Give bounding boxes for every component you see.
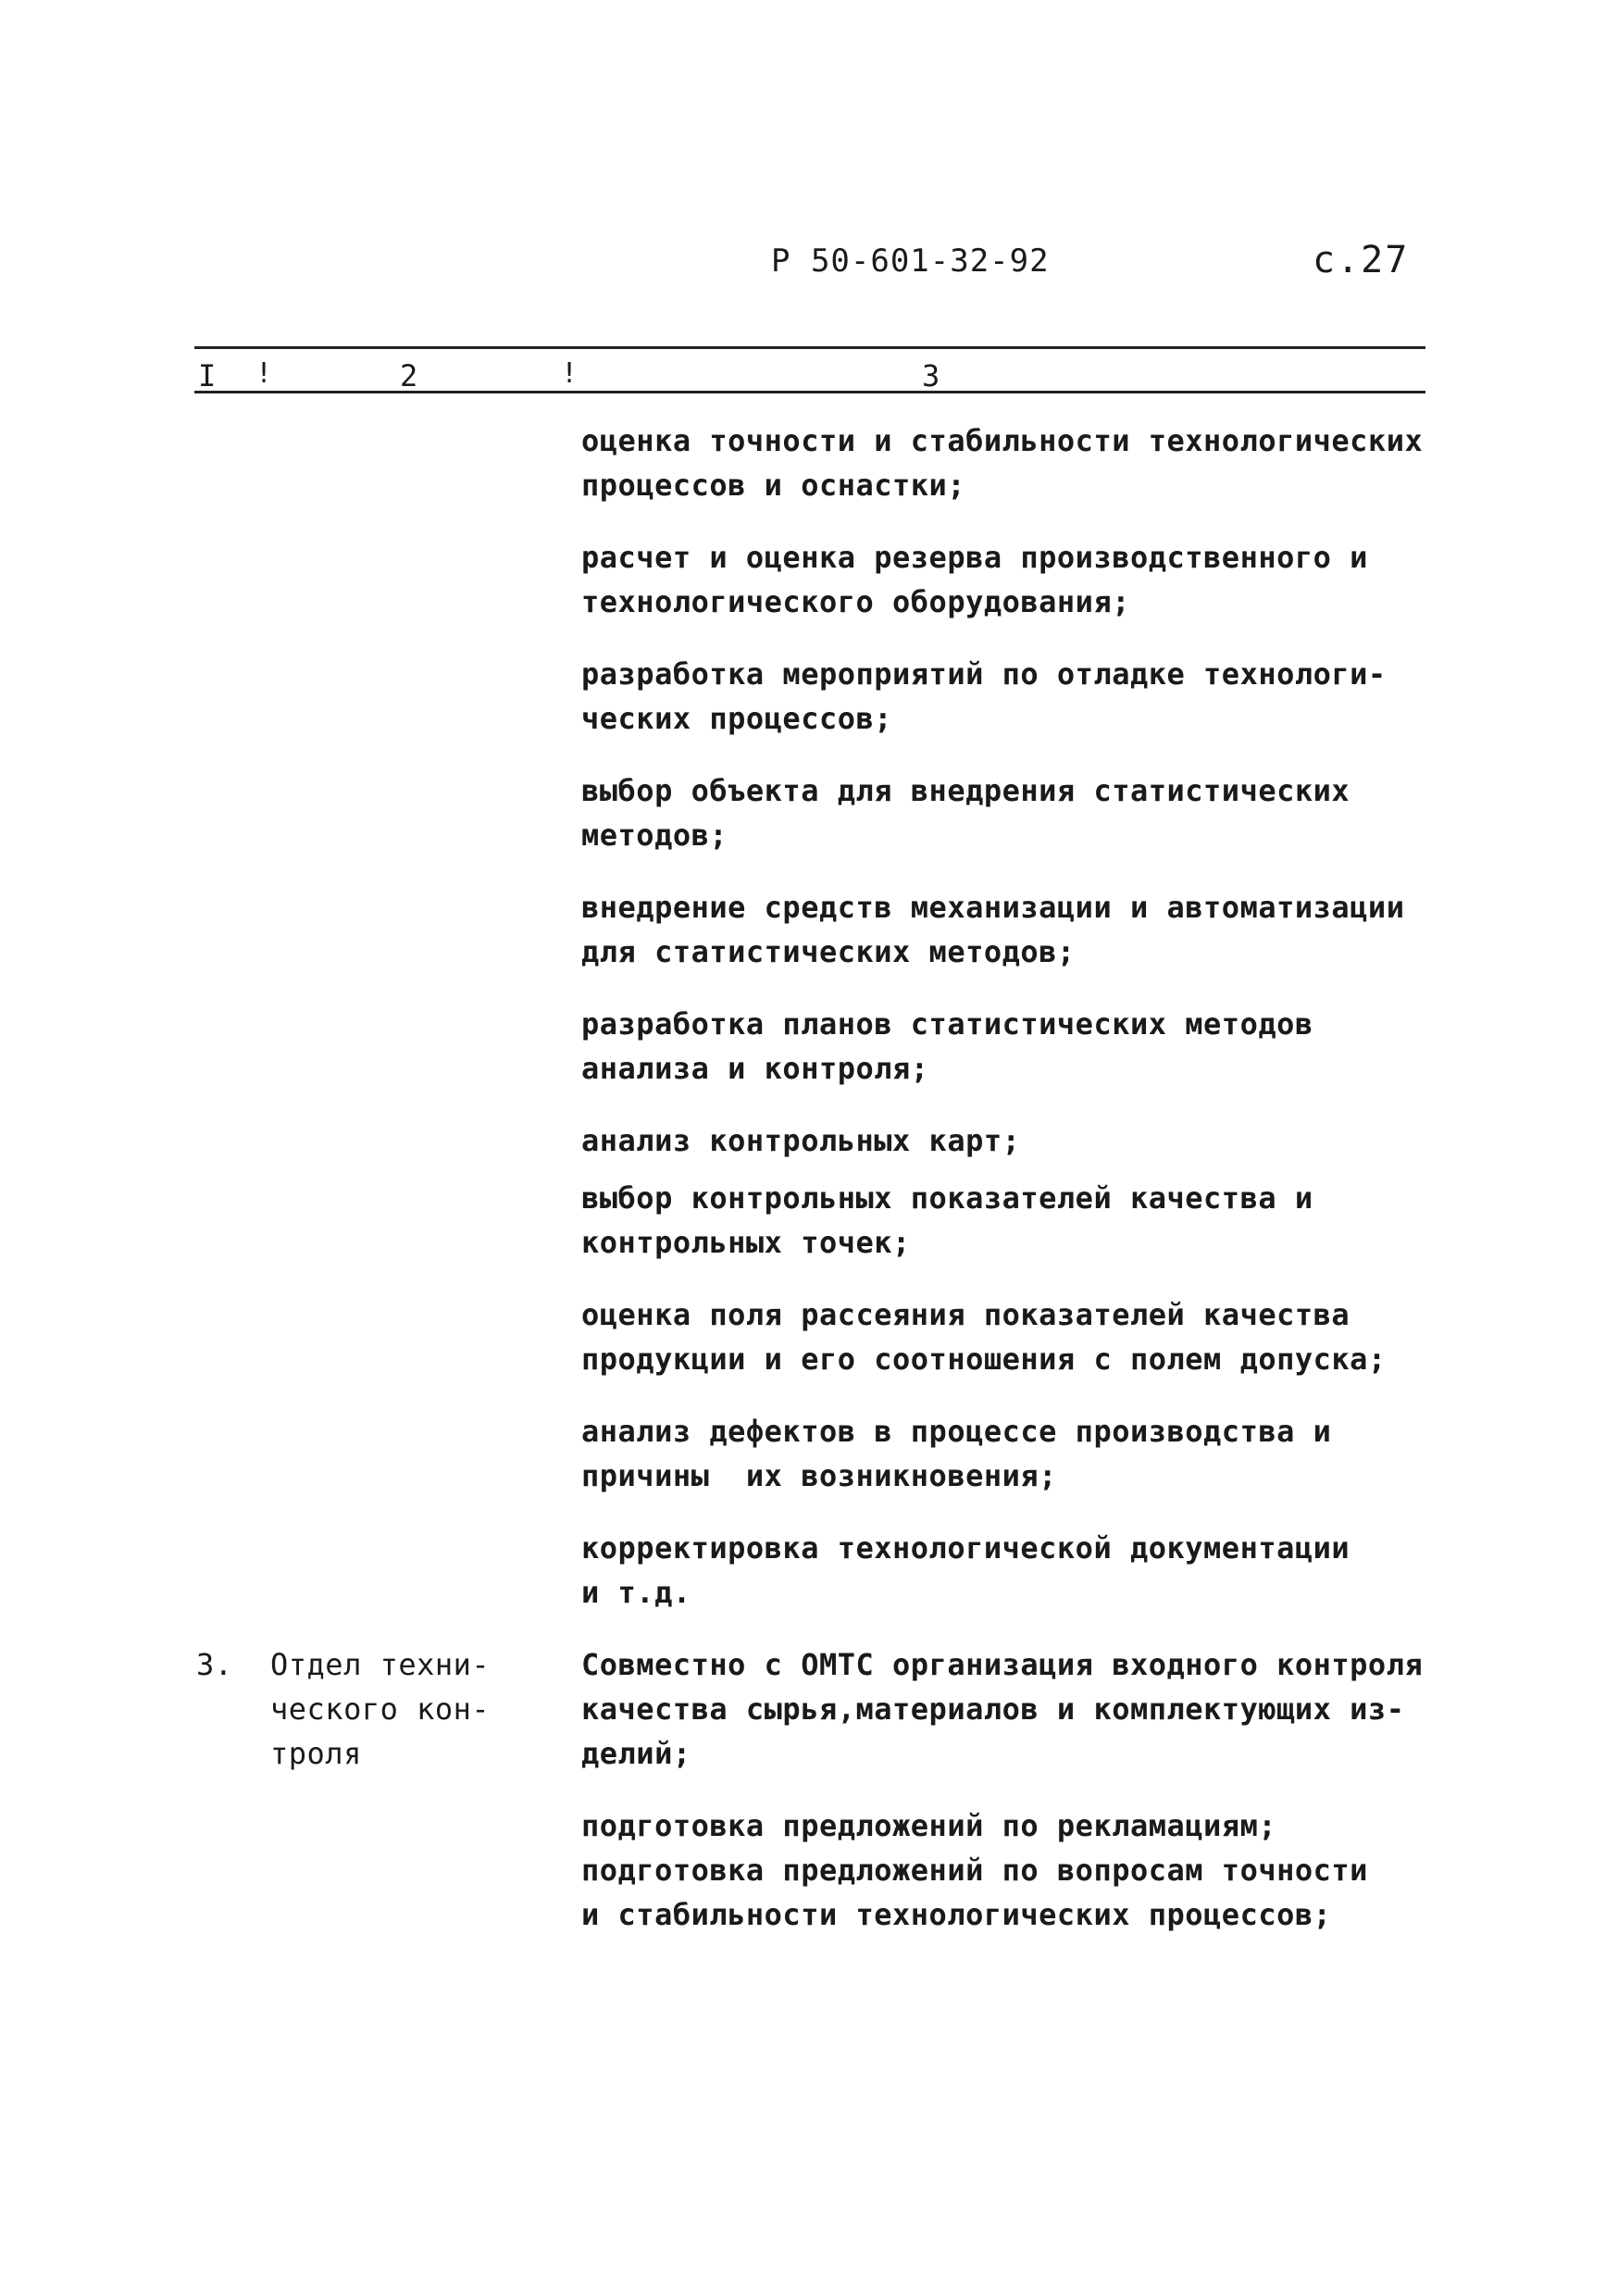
department-name: Отдел техни- ческого кон- троля	[270, 1647, 491, 1771]
duty-item: выбор объекта для внедрения статистических методов;	[581, 773, 1350, 853]
duty-item: оценка поля рассеяния показателей качества продукции и его соотношения с полем допуска;	[581, 1297, 1387, 1377]
column-header-2: 2	[400, 358, 418, 393]
duty-item: оценка точности и стабильности технологических процессов и оснастки;	[581, 423, 1424, 503]
duty-item: Совместно с ОМТС организация входного контроля качества сырья,материалов и комплектующих из- делий;	[581, 1647, 1424, 1771]
duty-item: анализ дефектов в процессе производства и причины их возникновения;	[581, 1414, 1332, 1493]
duty-item: анализ контрольных карт;	[581, 1123, 1021, 1158]
duty-item: расчет и оценка резерва производственного и технологического оборудования;	[581, 540, 1368, 619]
table-top-rule	[194, 346, 1425, 349]
column-header-3: 3	[922, 358, 940, 393]
column-separator-1: !	[255, 357, 273, 390]
table-header-rule	[194, 391, 1425, 393]
row-number: 3.	[196, 1647, 233, 1682]
page-number: с.27	[1313, 239, 1410, 281]
duty-item: подготовка предложений по рекламациям; подготовка предложений по вопросам точности и стабильности технологических процессов;	[581, 1808, 1368, 1932]
duty-item: корректировка технологической документации и т.д.	[581, 1530, 1350, 1610]
column-separator-2: !	[561, 357, 579, 390]
duty-item: разработка мероприятий по отладке технологи- ческих процессов;	[581, 656, 1387, 736]
duty-item: выбор контрольных показателей качества и контрольных точек;	[581, 1180, 1313, 1260]
duty-item: внедрение средств механизации и автоматизации для статистических методов;	[581, 890, 1405, 969]
column-header-1: I	[198, 358, 217, 393]
document-code: Р 50-601-32-92	[771, 243, 1050, 280]
duty-item: разработка планов статистических методов анализа и контроля;	[581, 1006, 1313, 1086]
